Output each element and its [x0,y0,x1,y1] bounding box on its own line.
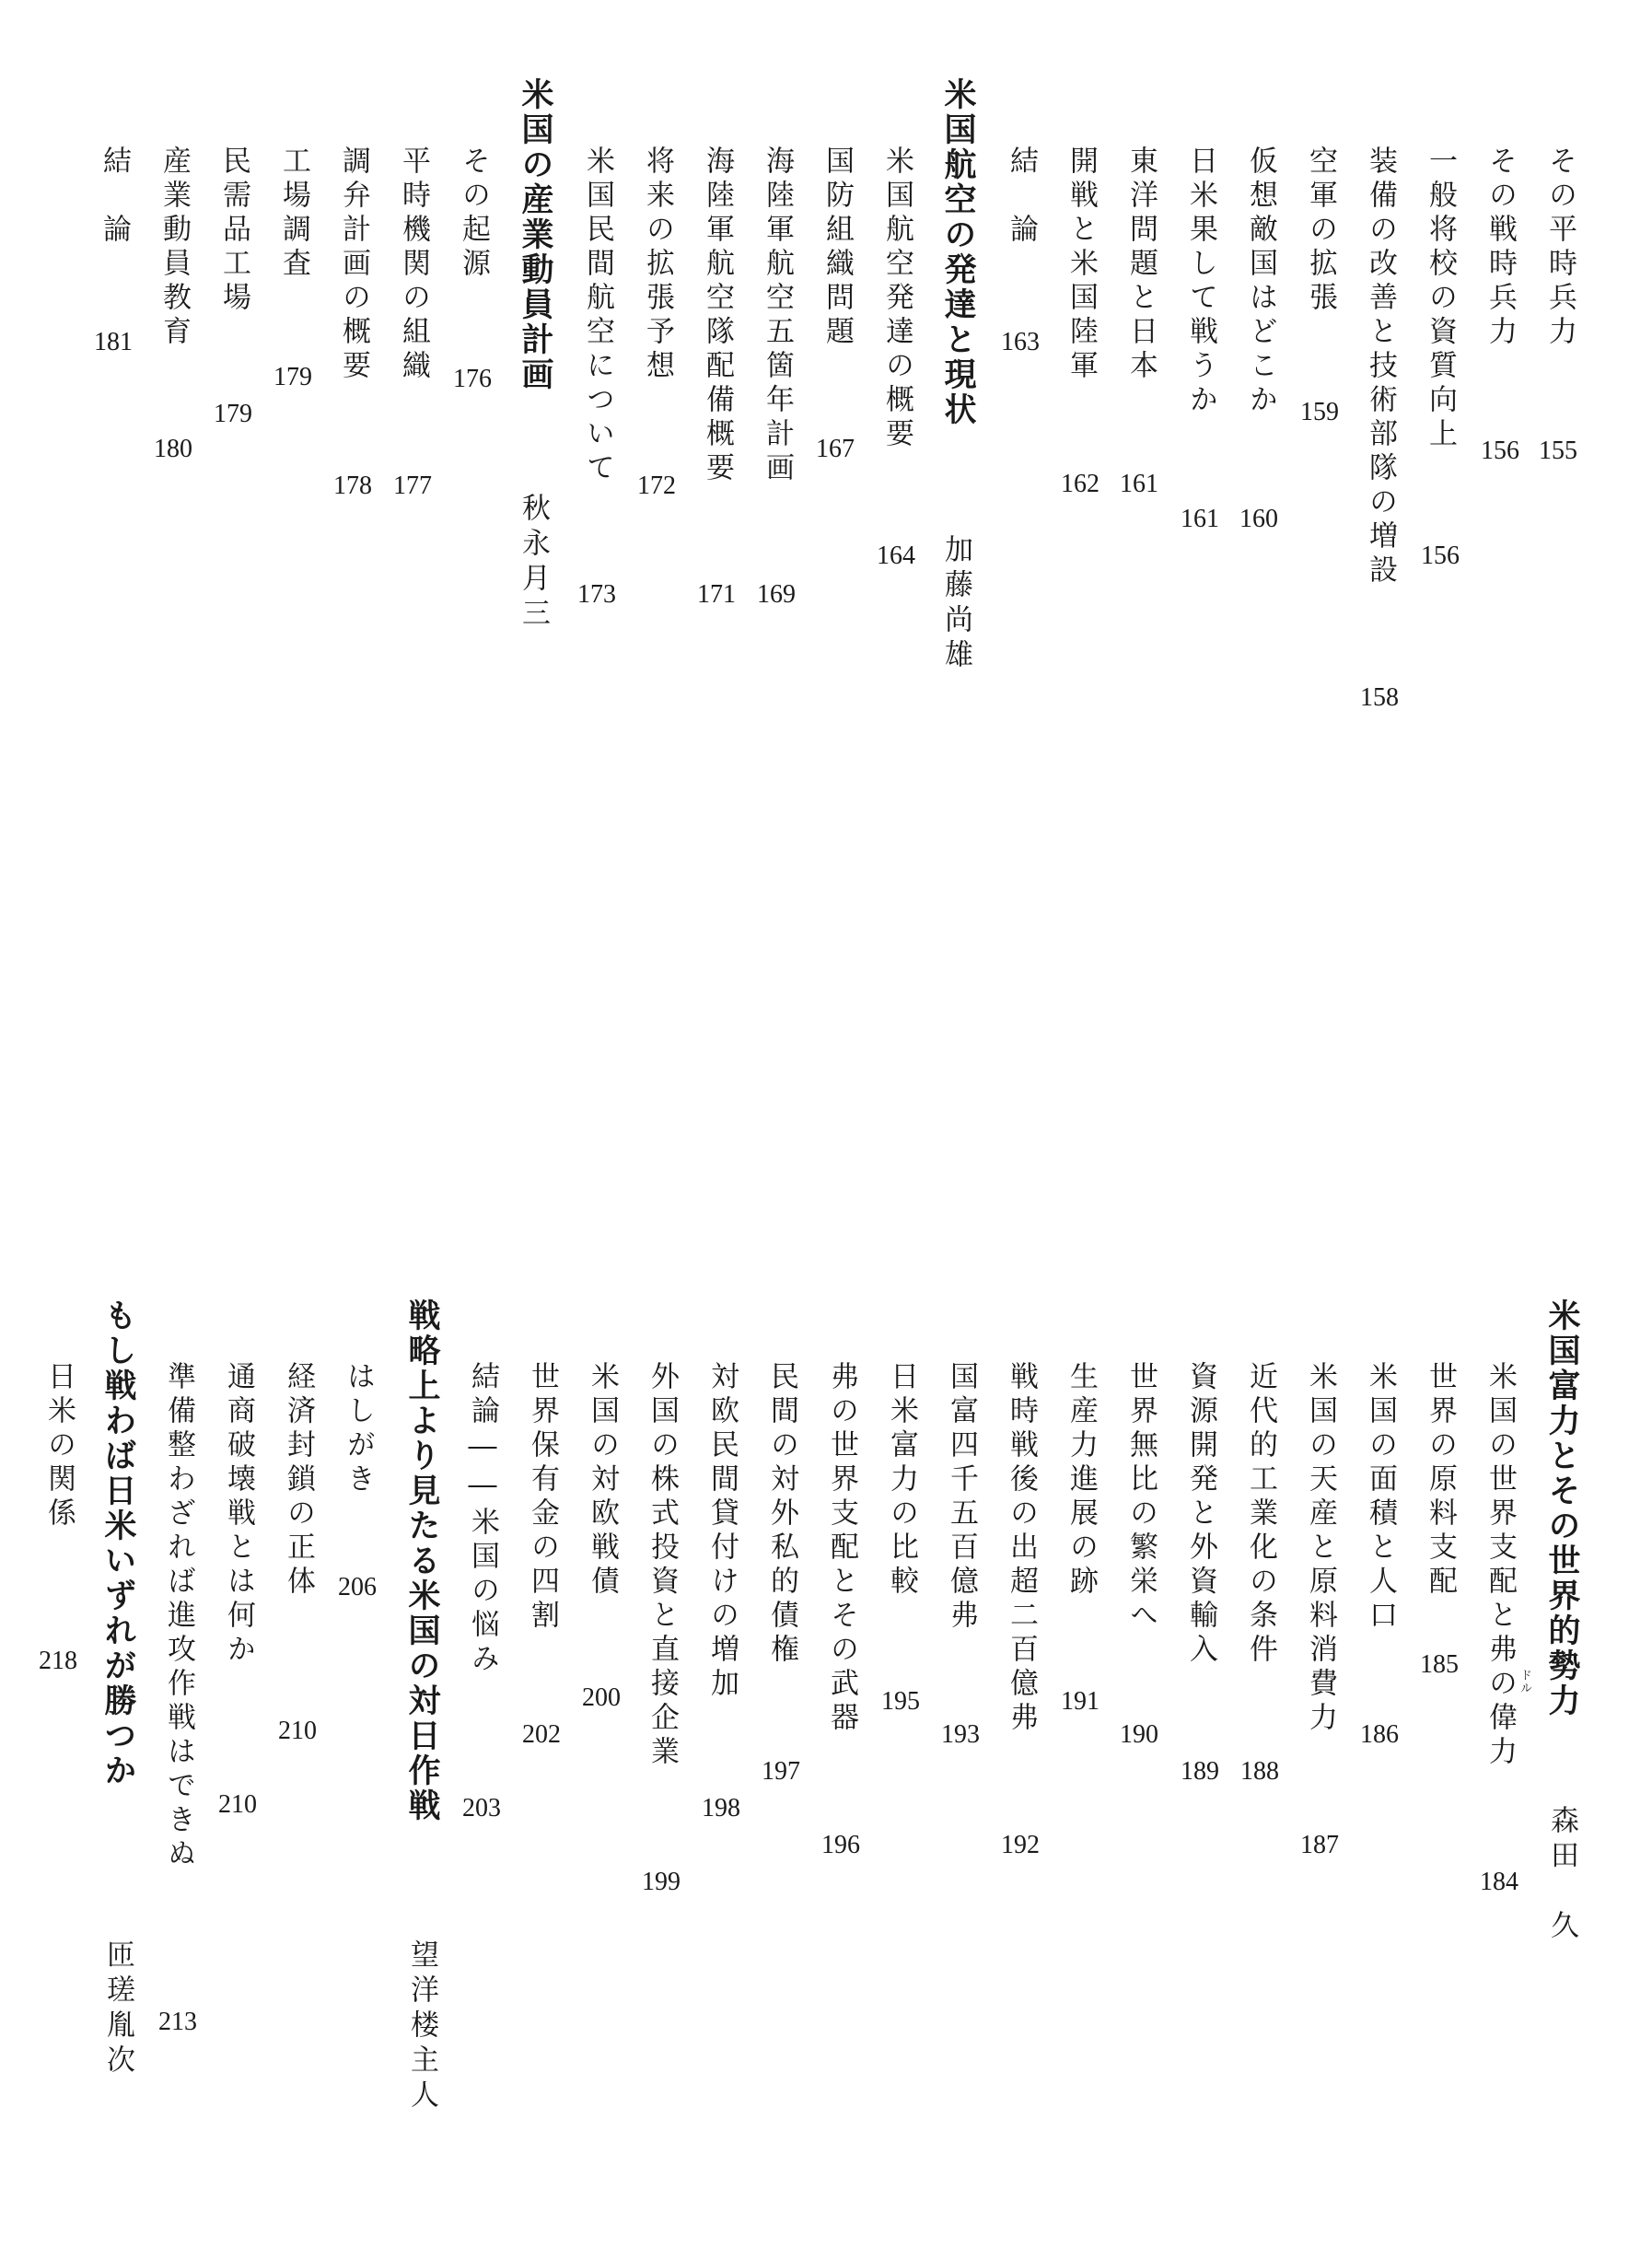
toc-entry: 一般将校の資質向上 [1424,146,1457,452]
toc-entry: 結論――米国の悩み [466,1361,499,1677]
section-heading: 戦略上より見たる米国の対日作戦 [403,1298,440,1823]
page-number: 156 [1421,541,1460,570]
toc-entry: 海陸軍航空五箇年計画 [761,146,794,486]
page-number: 191 [1061,1687,1099,1716]
page-number: 177 [393,472,432,500]
toc-entry: 世界無比の繁栄へ [1124,1361,1158,1634]
page-number: 190 [1120,1720,1158,1749]
toc-entry: 産業動員教育 [157,146,191,350]
page-number: 193 [941,1720,980,1749]
toc-entry: 経済封鎖の正体 [282,1361,315,1600]
toc-entry: 米国の対欧戦債 [586,1361,619,1600]
page-number: 181 [94,328,133,356]
page-number: 210 [218,1790,257,1819]
furigana: ドル [1518,1669,1531,1694]
page-number: 178 [333,472,372,500]
toc-entry: 弗の世界支配とその武器 [825,1361,858,1736]
page-number: 196 [821,1831,860,1859]
toc-entry: 米国の面積と人口 [1364,1361,1397,1634]
toc-entry: 東洋問題と日本 [1124,146,1158,384]
page-number: 155 [1539,437,1577,465]
page-number: 171 [697,580,736,609]
toc-entry: その戦時兵力 [1483,146,1517,350]
toc-entry: 平時機関の組織 [397,146,430,384]
toc-entry: 結 論 [98,146,131,248]
page-number: 169 [757,580,796,609]
toc-entry: 世界保有金の四割 [526,1361,559,1634]
toc-entry: 戦時戦後の出超二百億弗 [1005,1361,1038,1736]
page-number: 160 [1239,505,1278,533]
page-number: 167 [816,435,855,463]
toc-entry: 開戦と米国陸軍 [1064,146,1098,384]
page-number: 213 [158,2008,197,2036]
page-number: 206 [338,1573,377,1601]
toc-entry: 世界の原料支配 [1424,1361,1457,1600]
toc-entry: 米国の世界支配と弗の偉力 [1483,1361,1517,1770]
section-author: 望洋楼主人 [405,1939,438,2114]
page-number: 195 [881,1687,920,1716]
section-heading: 米国の産業動員計画 [517,77,553,392]
toc-entry: 民需品工場 [217,146,250,316]
page-number: 161 [1120,470,1158,498]
toc-entry: その平時兵力 [1543,146,1576,350]
page-number: 156 [1481,437,1519,465]
page-number: 184 [1480,1868,1518,1896]
page-number: 159 [1300,398,1339,426]
toc-entry: 外国の株式投資と直接企業 [646,1361,679,1770]
section-author: 森田 久 [1545,1805,1578,1945]
page-number: 200 [582,1683,621,1712]
toc-entry: 対欧民間貸付けの増加 [705,1361,739,1702]
page-number: 179 [273,363,312,391]
page-number: 164 [877,541,915,570]
page-number: 162 [1061,470,1099,498]
toc-entry: 調弁計画の概要 [337,146,370,384]
toc-entry: 国防組織問題 [820,146,854,350]
section-heading: 米国富力とその世界的勢力 [1543,1298,1580,1718]
toc-entry: 米国航空発達の概要 [880,146,913,452]
toc-entry: 日米果して戦うか [1184,146,1217,418]
page-number: 185 [1420,1650,1459,1679]
toc-entry: 近代的工業化の条件 [1244,1361,1277,1668]
page-number: 158 [1360,683,1399,712]
page-number: 180 [154,435,192,463]
section-author: 秋永月三 [517,493,550,633]
toc-entry: 生産力進展の跡 [1064,1361,1098,1600]
section-author: 匝瑳胤次 [101,1939,134,2079]
page-number: 161 [1181,505,1219,533]
page-number: 172 [637,472,676,500]
page-number: 202 [522,1720,561,1749]
page-number: 186 [1360,1720,1399,1749]
page-number: 197 [762,1757,800,1786]
page-number: 198 [702,1794,740,1822]
toc-entry: 準備整わざれば進攻作戦はできぬ [162,1361,195,1872]
toc-entry: 空軍の拡張 [1304,146,1337,316]
page-number: 176 [453,365,492,393]
toc-entry: 将来の拡張予想 [641,146,674,384]
page-number: 179 [214,400,252,428]
toc-entry: 結 論 [1005,146,1038,248]
toc-entry: 米国民間航空について [581,146,614,486]
toc-entry: 国富四千五百億弗 [945,1361,978,1634]
toc-entry: 海陸軍航空隊配備概要 [701,146,734,486]
section-heading: もし戦わば日米いずれが勝つか [99,1298,136,1788]
toc-entry: はしがき [342,1361,375,1497]
toc-entry: 米国の天産と原料消費力 [1304,1361,1337,1736]
toc-entry: 資源開発と外資輸入 [1184,1361,1217,1668]
toc-entry: 通商破壊戦とは何か [222,1361,255,1668]
section-author: 加藤尚雄 [939,534,972,674]
page-number: 218 [39,1647,77,1675]
toc-entry: 日米の関係 [42,1361,76,1531]
page-number: 199 [642,1868,681,1896]
page-number: 189 [1181,1757,1219,1786]
page-number: 210 [278,1717,317,1745]
page-number: 192 [1001,1831,1040,1859]
toc-entry: 装備の改善と技術部隊の増設 [1364,146,1397,588]
toc-entry: 民間の対外私的債権 [765,1361,798,1668]
toc-entry: 日米富力の比較 [885,1361,918,1600]
toc-entry: 工場調査 [277,146,310,282]
page-number: 187 [1300,1831,1339,1859]
page-number: 163 [1001,328,1040,356]
page-number: 188 [1240,1757,1279,1786]
section-heading: 米国航空の発達と現状 [939,77,976,427]
toc-entry: その起源 [457,146,490,282]
toc-entry: 仮想敵国はどこか [1244,146,1277,418]
page-number: 173 [577,580,616,609]
page-number: 203 [462,1794,501,1822]
